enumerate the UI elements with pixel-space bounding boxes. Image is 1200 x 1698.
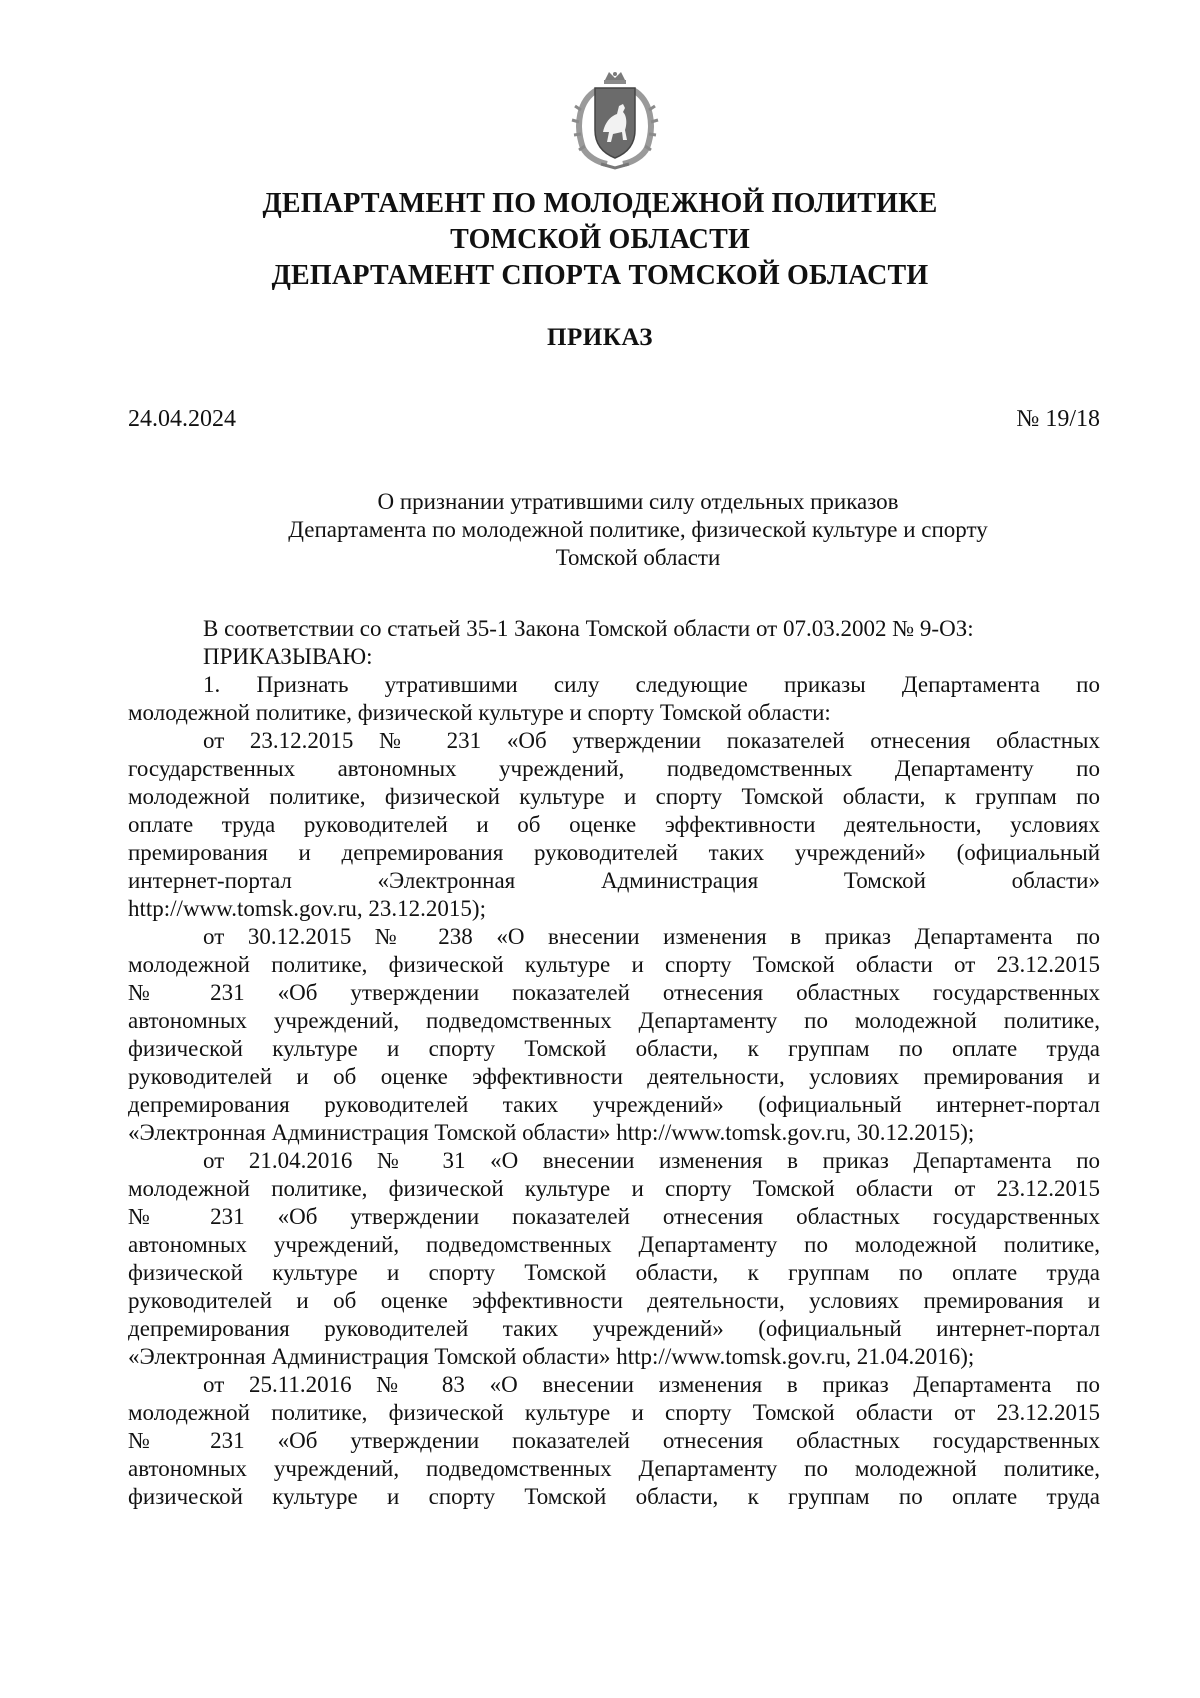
document-number: № 19/18 xyxy=(1016,406,1100,432)
coat-of-arms-icon xyxy=(567,70,663,170)
body-line: от 23.12.2015 № 231 «Об утверждении показателей отнесения областных xyxy=(203,728,1100,753)
document-type: ПРИКАЗ xyxy=(547,324,653,351)
body-line: автономных учреждений, подведомственных Департаменту по молодежной политике, xyxy=(128,1232,1100,1257)
subject-line-2: Департамента по молодежной политике, физической культуре и спорту xyxy=(288,517,988,542)
body-line: депремирования руководителей таких учреждений» (официальный интернет-портал xyxy=(128,1316,1100,1341)
body-line: № 231 «Об утверждении показателей отнесения областных государственных xyxy=(128,1428,1100,1453)
body-line: от 30.12.2015 № 238 «О внесении изменения в приказ Департамента по xyxy=(203,924,1100,949)
body-line: руководителей и об оценке эффективности деятельности, условиях премирования и xyxy=(128,1064,1100,1089)
body-line: молодежной политике, физической культуре и спорту Томской области от 23.12.2015 xyxy=(128,952,1100,977)
body-line: от 21.04.2016 № 31 «О внесении изменения в приказ Департамента по xyxy=(203,1148,1100,1173)
body-line: № 231 «Об утверждении показателей отнесения областных государственных xyxy=(128,1204,1100,1229)
body-line: физической культуре и спорту Томской области, к группам по оплате труда xyxy=(128,1036,1100,1061)
body-line: физической культуре и спорту Томской области, к группам по оплате труда xyxy=(128,1260,1100,1285)
body-line: руководителей и об оценке эффективности деятельности, условиях премирования и xyxy=(128,1288,1100,1313)
body-line: 1. Признать утратившими силу следующие приказы Департамента по xyxy=(203,672,1100,697)
body-line: физической культуре и спорту Томской области, к группам по оплате труда xyxy=(128,1484,1100,1509)
body-line: депремирования руководителей таких учреждений» (официальный интернет-портал xyxy=(128,1092,1100,1117)
body-line: http://www.tomsk.gov.ru, 23.12.2015); xyxy=(128,896,486,921)
body-line: интернет-портал «Электронная Администрация Томской области» xyxy=(128,868,1100,893)
body-line: молодежной политике, физической культуре и спорту Томской области от 23.12.2015 xyxy=(128,1400,1100,1425)
body-line: государственных автономных учреждений, подведомственных Департаменту по xyxy=(128,756,1100,781)
department-title-line-1: ДЕПАРТАМЕНТ ПО МОЛОДЕЖНОЙ ПОЛИТИКЕ xyxy=(262,188,938,219)
body-line: № 231 «Об утверждении показателей отнесения областных государственных xyxy=(128,980,1100,1005)
body-line: «Электронная Администрация Томской области» http://www.tomsk.gov.ru, 30.12.2015); xyxy=(128,1120,975,1145)
body-line: автономных учреждений, подведомственных Департаменту по молодежной политике, xyxy=(128,1008,1100,1033)
document-date: 24.04.2024 xyxy=(128,406,236,432)
body-line: оплате труда руководителей и об оценке эффективности деятельности, условиях xyxy=(128,812,1100,837)
body-line: автономных учреждений, подведомственных Департаменту по молодежной политике, xyxy=(128,1456,1100,1481)
body-line: молодежной политике, физической культуре и спорту Томской области, к группам по xyxy=(128,784,1100,809)
body-line: В соответствии со статьей 35-1 Закона Томской области от 07.03.2002 № 9-ОЗ: xyxy=(203,616,974,641)
body-line: молодежной политике, физической культуре и спорту Томской области от 23.12.2015 xyxy=(128,1176,1100,1201)
body-line: ПРИКАЗЫВАЮ: xyxy=(203,644,373,669)
department-title-line-2: ТОМСКОЙ ОБЛАСТИ xyxy=(450,224,750,255)
subject-line-3: Томской области xyxy=(555,545,721,570)
body-line: от 25.11.2016 № 83 «О внесении изменения в приказ Департамента по xyxy=(203,1372,1100,1397)
body-line: молодежной политике, физической культуре и спорту Томской области: xyxy=(128,700,831,725)
department-title-line-3: ДЕПАРТАМЕНТ СПОРТА ТОМСКОЙ ОБЛАСТИ xyxy=(271,260,929,291)
body-line: премирования и депремирования руководителей таких учреждений» (официальный xyxy=(128,840,1100,865)
subject-line-1: О признании утратившими силу отдельных приказов xyxy=(377,489,899,514)
body-line: «Электронная Администрация Томской области» http://www.tomsk.gov.ru, 21.04.2016); xyxy=(128,1344,975,1369)
